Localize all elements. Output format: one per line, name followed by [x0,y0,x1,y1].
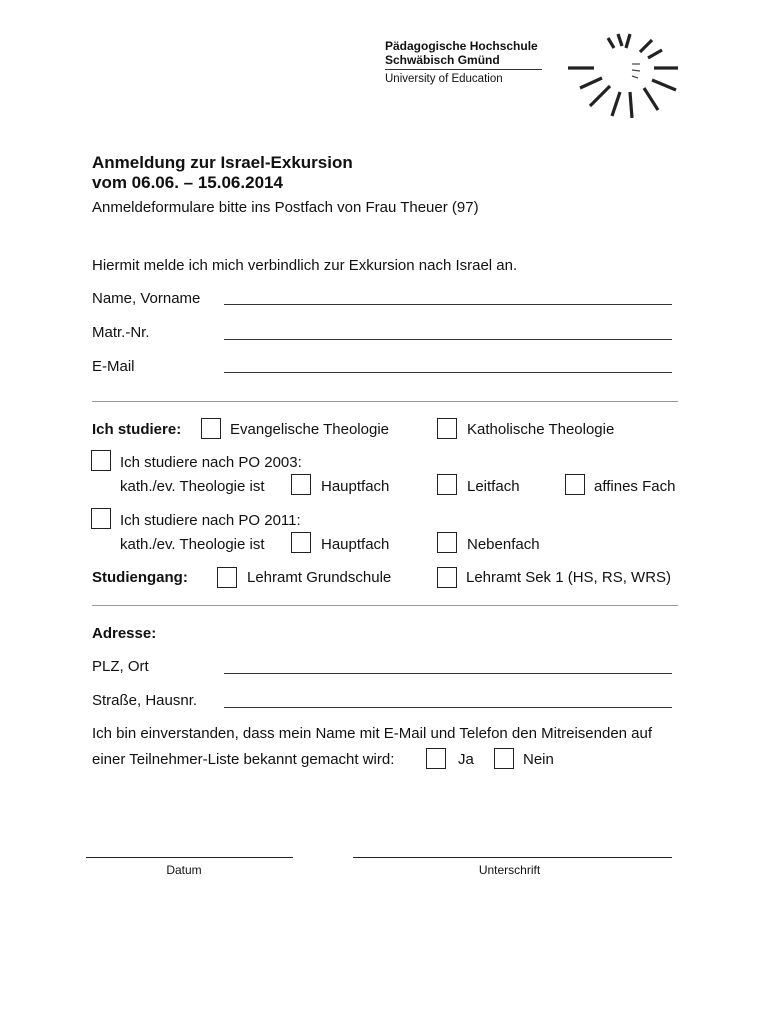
strasse-label: Straße, Hausnr. [92,692,198,709]
matr-label: Matr.-Nr. [92,324,150,341]
evangelisch-label: Evangelische Theologie [230,421,390,438]
affines-fach-checkbox[interactable] [565,474,585,495]
title-subtitle: Anmeldeformulare bitte ins Postfach von Frau Theuer (97) [92,199,479,216]
leitfach-label: Leitfach [467,478,520,495]
title-line-1: Anmeldung zur Israel-Exkursion [92,153,353,172]
strasse-field[interactable] [224,707,672,708]
consent-ja-label: Ja [458,751,474,768]
unterschrift-label: Unterschrift [478,863,541,877]
po2011-label: Ich studiere nach PO 2011: [120,512,301,529]
hauptfach-label-2: Hauptfach [321,536,390,553]
email-field[interactable] [224,372,672,373]
nebenfach-label: Nebenfach [467,536,540,553]
logo-line-2: Schwäbisch Gmünd [385,53,500,67]
katholisch-label: Katholische Theologie [467,421,615,438]
logo-text [385,39,545,86]
datum-line[interactable] [86,857,293,858]
logo-line-3: University of Education [385,73,503,85]
logo-line-1: Pädagogische Hochschule [385,39,538,53]
evangelisch-checkbox[interactable] [201,418,221,439]
consent-nein-label: Nein [523,751,554,768]
hauptfach-checkbox-1[interactable] [291,474,311,495]
matr-field[interactable] [224,339,672,340]
sek1-label: Lehramt Sek 1 (HS, RS, WRS) [466,569,672,586]
grundschule-checkbox[interactable] [217,567,237,588]
logo-divider [385,69,542,70]
unterschrift-line[interactable] [353,857,672,858]
consent-nein-checkbox[interactable] [494,748,514,769]
consent-text-2: einer Teilnehmer-Liste bekannt gemacht wird: [92,751,395,768]
plz-label: PLZ, Ort [92,658,149,675]
intro-text: Hiermit melde ich mich verbindlich zur Exkursion nach Israel an. [92,257,518,274]
po2003-label: Ich studiere nach PO 2003: [120,454,302,471]
grundschule-label: Lehramt Grundschule [247,569,392,586]
section-divider-2 [92,605,678,606]
address-heading: Adresse: [92,625,157,642]
university-logo-icon [560,30,690,125]
plz-field[interactable] [224,673,672,674]
leitfach-checkbox[interactable] [437,474,457,495]
page-title [92,153,353,193]
sek1-checkbox[interactable] [437,567,457,588]
datum-label: Datum [166,863,202,877]
katholisch-checkbox[interactable] [437,418,457,439]
section-divider-1 [92,401,678,402]
affines-fach-label: affines Fach [594,478,676,495]
name-label: Name, Vorname [92,290,201,307]
nebenfach-checkbox[interactable] [437,532,457,553]
name-field[interactable] [224,304,672,305]
consent-text-1: Ich bin einverstanden, dass mein Name mit E-Mail und Telefon den Mitreisenden auf [92,725,653,742]
email-label: E-Mail [92,358,135,375]
title-line-2: vom 06.06. – 15.06.2014 [92,173,283,192]
ich-studiere-label: Ich studiere: [92,421,182,438]
studiengang-label: Studiengang: [92,569,188,586]
hauptfach-label-1: Hauptfach [321,478,390,495]
kath-ev-label-2: kath./ev. Theologie ist [120,536,265,553]
kath-ev-label-1: kath./ev. Theologie ist [120,478,265,495]
po2011-checkbox[interactable] [91,508,111,529]
consent-ja-checkbox[interactable] [426,748,446,769]
hauptfach-checkbox-2[interactable] [291,532,311,553]
po2003-checkbox[interactable] [91,450,111,471]
